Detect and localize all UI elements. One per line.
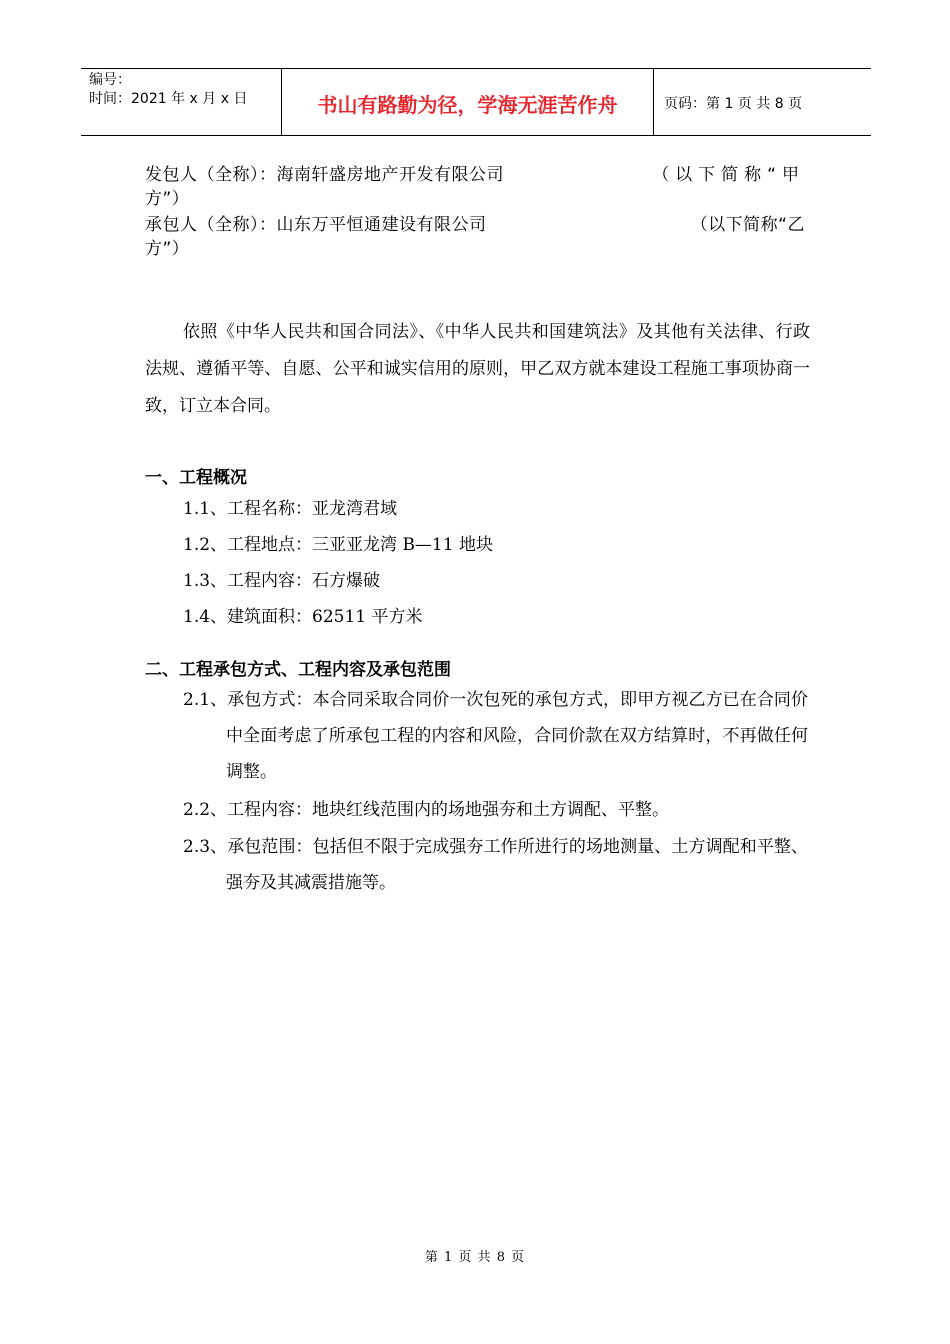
- section-2-item: 2.3、承包范围：包括但不限于完成强夯工作所进行的场地测量、土方调配和平整、强夯及其减震措施等。: [183, 837, 808, 893]
- intro-paragraph: 依照《中华人民共和国合同法》、《中华人民共和国建筑法》及其他有关法律、行政法规、遵循平等、自愿、公平和诚实信用的原则，甲乙双方就本建设工程施工事项协商一致，订立本合同。: [145, 322, 810, 416]
- document-header: [81, 68, 871, 136]
- section-1-item: 1.3、工程内容：石方爆破: [183, 571, 381, 591]
- section-1-title: 一、工程概况: [145, 468, 247, 488]
- number-label: 编号：: [89, 72, 131, 88]
- party-b: [145, 213, 805, 261]
- section-2-title: 二、工程承包方式、工程内容及承包范围: [145, 660, 451, 680]
- party-a-alias-end: 方”）: [145, 189, 190, 209]
- party-b-name: 承包人（全称）：山东万平恒通建设有限公司: [145, 215, 487, 235]
- party-b-alias: （以下简称“乙: [690, 215, 805, 235]
- section-1-item: 1.2、工程地点：三亚亚龙湾 B—11 地块: [183, 535, 493, 555]
- party-b-alias-end: 方”）: [145, 239, 190, 259]
- party-a-name: 发包人（全称）：海南轩盛房地产开发有限公司: [145, 165, 504, 185]
- section-2-item: 2.1、承包方式：本合同采取合同价一次包死的承包方式，即甲方视乙方已在合同价中全面考虑了所承包工程的内容和风险，合同价款在双方结算时，不再做任何调整。: [183, 690, 808, 782]
- section-2-item: 2.2、工程内容：地块红线范围内的场地强夯和土方调配、平整。: [183, 800, 670, 820]
- header-page-info: 页码：第 1 页 共 8 页: [664, 95, 803, 112]
- page-footer: 第 1 页 共 8 页: [424, 1250, 526, 1265]
- party-a-alias: （以下简称“甲: [652, 165, 805, 185]
- party-a: [145, 163, 805, 211]
- header-meta-cell: [81, 69, 282, 135]
- time-label: 时间：2021 年 x 月 x 日: [89, 91, 248, 107]
- header-motto: 书山有路勤为径，学海无涯苦作舟: [282, 69, 654, 135]
- section-1-item: 1.4、建筑面积：62511 平方米: [183, 607, 423, 627]
- section-1-item: 1.1、工程名称：亚龙湾君域: [183, 499, 398, 519]
